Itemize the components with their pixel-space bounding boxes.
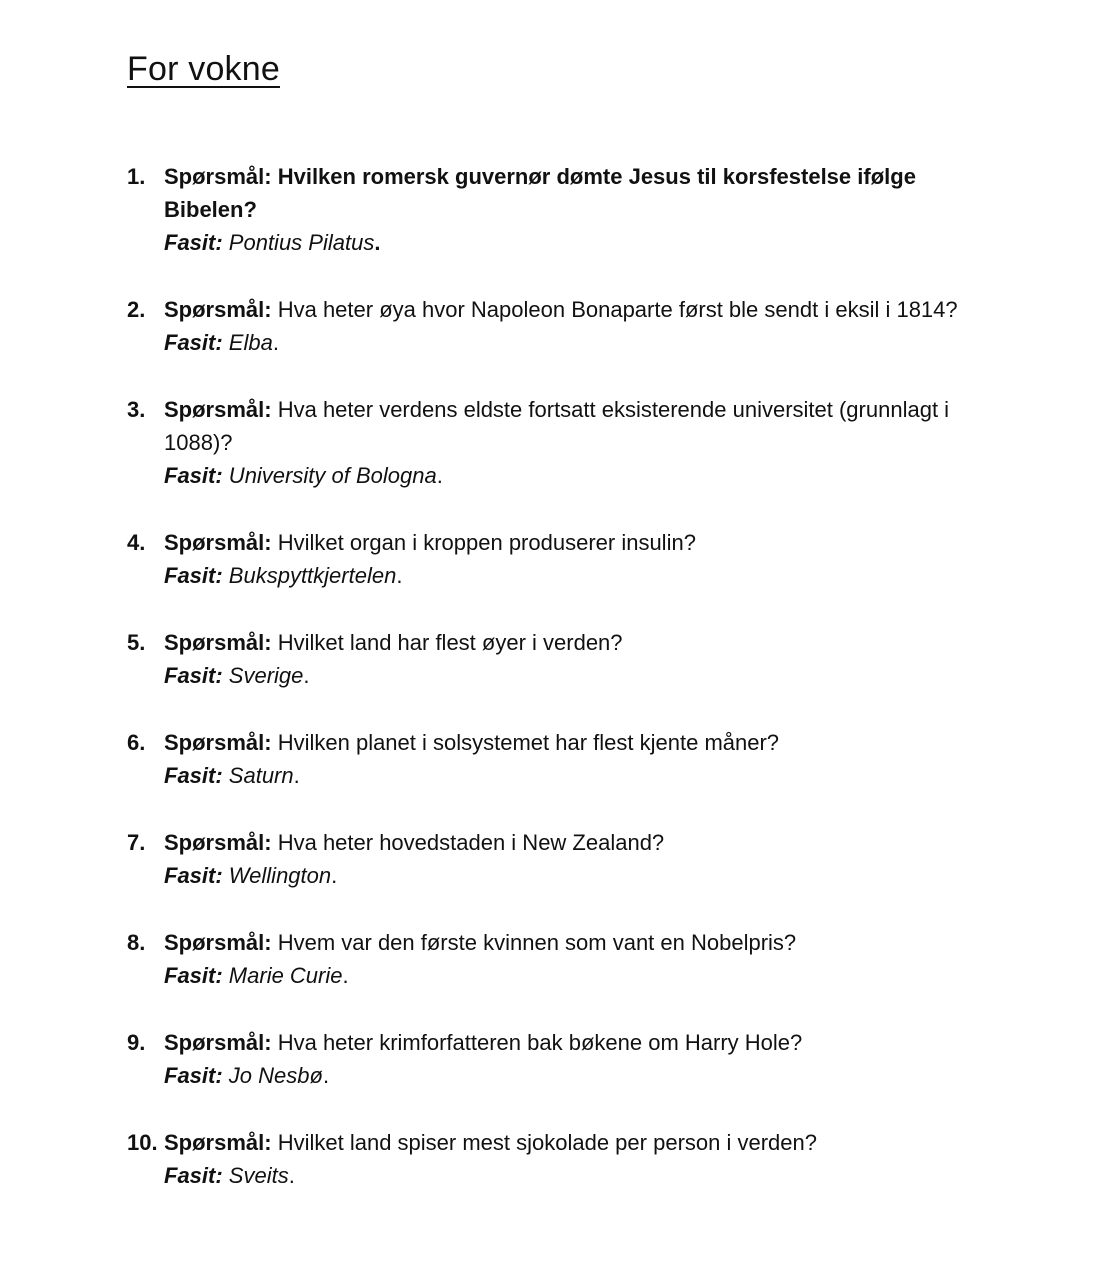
question-line <box>164 626 996 659</box>
answer-text: Sveits <box>222 1163 289 1188</box>
answer-period: . <box>288 1163 295 1188</box>
question-number: 8. <box>127 930 146 955</box>
question-content <box>164 626 996 692</box>
answer-period: . <box>322 1063 330 1088</box>
question-number: 5. <box>127 630 146 655</box>
answer-label: Fasit: <box>164 1063 223 1088</box>
answer-line <box>164 1159 996 1192</box>
question-number: 3. <box>127 397 146 422</box>
question-item <box>127 1026 1036 1092</box>
question-number: 9. <box>127 1030 146 1055</box>
question-item <box>127 826 1036 892</box>
question-label: Spørsmål: <box>164 1030 272 1055</box>
answer-line <box>164 226 996 259</box>
answer-label: Fasit: <box>164 663 223 688</box>
answer-label: Fasit: <box>164 463 223 488</box>
answer-text: Saturn <box>222 763 294 788</box>
question-text: Hvilken romersk guvernør dømte Jesus til korsfestelse ifølge Bibelen? <box>164 164 916 222</box>
question-label: Spørsmål: <box>164 530 272 555</box>
question-number: 1. <box>127 164 146 189</box>
answer-text: Elba <box>222 330 273 355</box>
question-text: Hvem var den første kvinnen som vant en Nobelpris? <box>271 930 797 955</box>
answer-text: Marie Curie <box>222 963 343 988</box>
question-text: Hva heter hovedstaden i New Zealand? <box>271 830 665 855</box>
question-content <box>164 926 996 992</box>
answer-label: Fasit: <box>164 763 223 788</box>
question-label: Spørsmål: <box>164 164 272 189</box>
question-label: Spørsmål: <box>164 730 272 755</box>
question-text: Hvilken planet i solsystemet har flest kjente måner? <box>271 730 780 755</box>
question-content <box>164 1126 996 1192</box>
question-content <box>164 160 996 259</box>
answer-line <box>164 1059 996 1092</box>
answer-period: . <box>303 663 310 688</box>
question-list <box>127 160 1036 1192</box>
question-text: Hvilket land har flest øyer i verden? <box>271 630 623 655</box>
answer-text: Wellington <box>222 863 332 888</box>
question-text: Hvilket organ i kroppen produserer insulin? <box>271 530 696 555</box>
question-item <box>127 926 1036 992</box>
answer-line <box>164 559 996 592</box>
answer-label: Fasit: <box>164 563 223 588</box>
answer-label: Fasit: <box>164 330 223 355</box>
question-content <box>164 393 996 492</box>
question-label: Spørsmål: <box>164 397 272 422</box>
answer-line <box>164 959 996 992</box>
question-item <box>127 726 1036 792</box>
question-text: Hvilket land spiser mest sjokolade per person i verden? <box>271 1130 817 1155</box>
question-line <box>164 393 996 459</box>
question-number: 2. <box>127 297 146 322</box>
question-content <box>164 1026 996 1092</box>
answer-period: . <box>293 763 300 788</box>
answer-period: . <box>396 563 403 588</box>
question-number: 6. <box>127 730 146 755</box>
question-text: Hva heter krimforfatteren bak bøkene om Harry Hole? <box>271 1030 803 1055</box>
answer-label: Fasit: <box>164 863 223 888</box>
question-label: Spørsmål: <box>164 1130 272 1155</box>
question-text: Hva heter øya hvor Napoleon Bonaparte først ble sendt i eksil i 1814? <box>271 297 958 322</box>
answer-period: . <box>436 463 443 488</box>
question-item <box>127 1126 1036 1192</box>
answer-line <box>164 659 996 692</box>
answer-period: . <box>342 963 349 988</box>
answer-text: Jo Nesbø <box>222 1063 323 1088</box>
question-line <box>164 726 996 759</box>
question-label: Spørsmål: <box>164 830 272 855</box>
answer-period: . <box>374 230 381 255</box>
question-label: Spørsmål: <box>164 930 272 955</box>
question-item <box>127 293 1036 359</box>
question-line <box>164 160 996 226</box>
answer-period: . <box>272 330 279 355</box>
question-number: 10. <box>127 1130 158 1155</box>
answer-text: Sverige <box>222 663 304 688</box>
question-line <box>164 293 996 326</box>
page-title: For vokne <box>127 50 280 88</box>
answer-line <box>164 759 996 792</box>
question-label: Spørsmål: <box>164 630 272 655</box>
question-line <box>164 926 996 959</box>
answer-label: Fasit: <box>164 963 223 988</box>
question-number: 7. <box>127 830 146 855</box>
question-content <box>164 826 996 892</box>
question-line <box>164 1026 996 1059</box>
question-line <box>164 526 996 559</box>
answer-line <box>164 859 996 892</box>
question-label: Spørsmål: <box>164 297 272 322</box>
answer-text: Bukspyttkjertelen <box>222 563 397 588</box>
question-item <box>127 626 1036 692</box>
answer-line <box>164 326 996 359</box>
question-content <box>164 526 996 592</box>
question-content <box>164 293 996 359</box>
question-text: Hva heter verdens eldste fortsatt eksisterende universitet (grunnlagt i 1088)? <box>164 397 950 455</box>
question-line <box>164 1126 996 1159</box>
question-number: 4. <box>127 530 146 555</box>
question-line <box>164 826 996 859</box>
answer-text: University of Bologna <box>222 463 437 488</box>
question-item <box>127 526 1036 592</box>
answer-label: Fasit: <box>164 1163 223 1188</box>
answer-label: Fasit: <box>164 230 223 255</box>
question-item <box>127 160 1036 259</box>
answer-period: . <box>331 863 338 888</box>
answer-line <box>164 459 996 492</box>
answer-text: Pontius Pilatus <box>222 230 375 255</box>
question-content <box>164 726 996 792</box>
question-item <box>127 393 1036 492</box>
